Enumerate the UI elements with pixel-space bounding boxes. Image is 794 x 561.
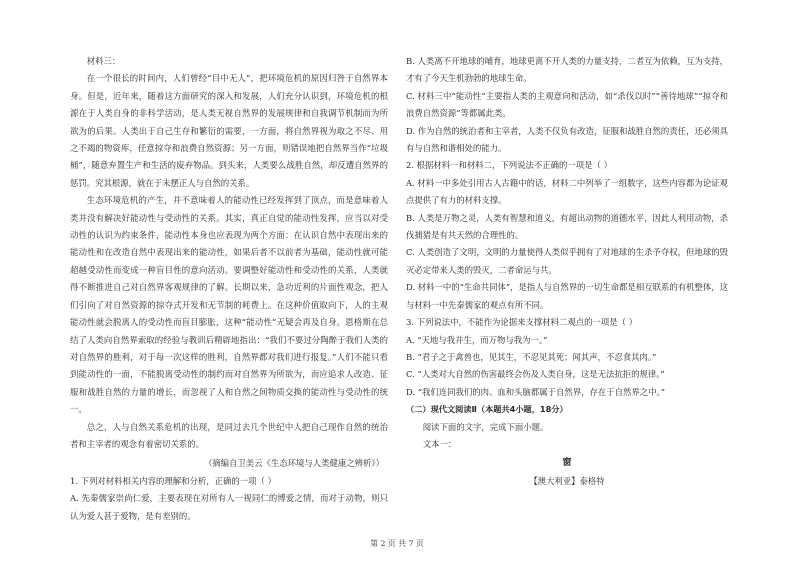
story-author: 【澳大利亚】泰格特 xyxy=(529,475,605,486)
question-3-option-a: A. “天地与我并生，而万物与我为一。” xyxy=(406,334,548,345)
material-heading: 材料三： xyxy=(86,56,121,66)
question-2-option-b: B. 人类是万物之灵，人类有智慧和道义，有超出动物的道德水平，因此人利用动物，杀伐捕猎是有共天然的合理性的。 xyxy=(406,212,728,241)
page-number: 第 2 页 共 7 页 xyxy=(370,539,424,548)
question-3-option-d: D. “我们连同我们的肉、血和头脑都属于自然界，存在于自然界之中。” xyxy=(406,386,665,397)
question-1-option-c: C. 材料三中“能动性”主要指人类的主观意向和活动，如“杀伐以时”“善待地球”“掠夺和浪费自然资源”等都属此类。 xyxy=(406,90,728,119)
question-2-option-c: C. 人类创造了文明，文明的力量使得人类似乎拥有了对地球的生杀予夺权，但地球的毁灭必定带来人类的毁灭，二者命运与共。 xyxy=(406,247,728,275)
section-heading: （二）现代文阅读Ⅱ（本题共4小题，18分） xyxy=(406,404,568,415)
question-1-option-a: A. 先秦儒家崇尚仁爱，主要表现在对所有人一视同仁的博爱之情，而对于动物，则只认为爱人甚于爱物，是有差别的。 xyxy=(70,493,388,521)
question-1-option-d: D. 作为自然的统治者和主宰者，人类不仅负有改造，征服和战胜自然的责任，还必须具有与自然和谐相处的能力。 xyxy=(406,125,728,154)
question-3-option-b: B. “君子之于禽兽也，见其生，不忍见其死；闻其声，不忍食其肉。” xyxy=(406,351,657,362)
question-3-option-c: C. “人类对大自然的伤害最终会伤及人类自身，这是无法抗拒的规律。” xyxy=(406,369,665,380)
material-paragraph-2: 生态环境危机的产生，并不意味着人的能动性已经发挥到了顶点，而是意味着人类并没有解决好能动性与受动性的关系。其实，真正自觉的能动性发挥，应当以对受动性的认识为约束条件，能动性本身也应表现为两个方面：在认识自然中表现出来的能动性和在改造自然中表现出来的能动性，如果后者不以前者为基础，能动性就可能超越受动性而变成一种盲目性的意向活动。要调整好能动性和受动性的关系，人类就得不断推进自己对自然界客观规律的了解。长期以来，急功近利的片面性观念，把人们引向了对自然资源的掠夺式开发和无节制的耗费上。在这种价值取向下，人的主观能动性就会脱离人的受动性而盲目膨胀，这种“能动性”无疑会再及自身。恩格斯在总结了人类向自然界索取的经验与教训后精辟地指出：“我们不要过分陶醉于我们人类的对自然界的胜利，对于每一次这样的胜利，自然界都对我们进行报复。”人们不能只看到能动性的一面，不能脱离受动性的制约而对自然界为所欲为，而应追求人改造、征服和战胜自然的力量的增长，而忽视了人和自然之间物质交换的能动性与受动性的统一。 xyxy=(70,195,388,415)
material-paragraph-3: 总之，人与自然关系危机的出现，是同过去几个世纪中人把自己现作自然的统治者和主宰者的观念有着密切关系的。 xyxy=(70,421,388,449)
right-column xyxy=(406,53,728,490)
material-source: （摘编自卫美云《生态环境与人类健康之辨析》） xyxy=(203,458,384,469)
question-2-option-a: A. 材料一中多处引用古人古籍中的话，材料二中列举了一组数字，这些内容都为论证观点提供了有力的材料支撑。 xyxy=(406,177,728,206)
text-label: 文本一： xyxy=(422,438,457,449)
reading-instruction: 阅读下面的文字，完成下面小题。 xyxy=(422,421,549,432)
question-2-option-d: D. 材料一中的“生命共同体”，是指人与自然界的一切生命都是相互联系的有机整体，这与材料一中先秦儒家的观点有所不同。 xyxy=(406,282,728,310)
question-1: 1. 下列对材料相关内容的理解和分析，正确的一项（ ） xyxy=(70,475,276,486)
left-column xyxy=(70,53,388,525)
story-title: 窗 xyxy=(562,458,572,469)
question-2: 2. 根据材料一和材料二，下列说法不正确的一项是（ ） xyxy=(406,160,612,171)
question-1-option-b: B. 人类离不开地球的哺育，地球更离不开人类的力量支持，二者互为依赖，互为支持，才有了今天生机勃勃的地球生命。 xyxy=(406,56,728,84)
question-3: 3. 下列说法中，不能作为论据来支撑材料二观点的一项是（ ） xyxy=(406,317,638,328)
material-paragraph-1: 在一个很长的时间内，人们曾经“目中无人”，把环境危机的原因归咎于自然界本身。但是，近年来，随着这方面研究的深入和发展，人们充分认识到，环境危机的根源在于人类自身的非科学活动，是人类无视自然界的发展规律和自我调节机制而为所欲为的后果。人类出于自己生存和繁衍的需要，一方面，将自然界视为取之不尽、用之不竭的物资库，任意掠夺和浪费自然资源；另一方面，则错误地把自然界当作“垃圾桶”，随意弃置生产和生活的废弃物品。到头来，人类要么战胜自然，却反遭自然界的惩罚。究其根源，就在于未摆正人与自然的关系。 xyxy=(70,73,388,188)
